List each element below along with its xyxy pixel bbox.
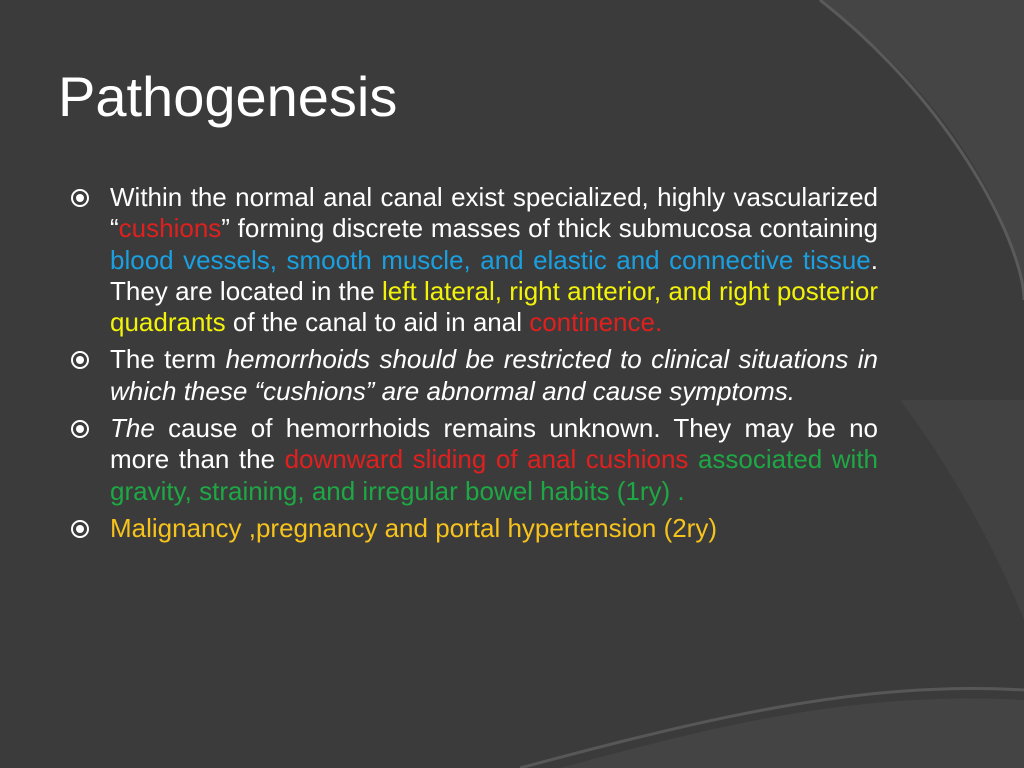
bullet-item-4 — [70, 513, 878, 544]
bullet-1-continence: continence. — [529, 307, 663, 338]
bullet-1-text-a: Within the normal anal canal exist specialized, highly vascularized “ — [110, 182, 878, 244]
circled-dot-icon — [70, 419, 90, 439]
bullet-3-text-a: cause of hemorrhoids remains unknown. They may be no more than the — [110, 413, 878, 475]
circled-dot-icon — [70, 188, 90, 208]
bullet-3-sliding: downward sliding of anal cushions — [284, 444, 689, 475]
bullet-1-text-c: . They are located in the — [110, 244, 878, 306]
bullet-1-text-b: ” forming discrete masses of thick submucosa containing — [221, 213, 878, 244]
bullet-item-3 — [70, 413, 878, 507]
bullet-1-tissues: blood vessels, smooth muscle, and elastic and connective tissue — [110, 244, 871, 275]
bullet-item-2 — [70, 344, 878, 407]
bullet-2-text-a: The term — [110, 344, 226, 375]
bullet-2-definition: hemorrhoids should be restricted to clinical situations in which these “cushions” are abnormal and cause symptoms. — [110, 344, 879, 406]
bullet-item-1 — [70, 182, 878, 338]
bullet-1-text-d: of the canal to aid in anal — [225, 307, 530, 338]
bullet-4-text: Malignancy ,pregnancy and portal hypertension (2ry) — [110, 512, 718, 543]
bullet-list — [70, 182, 878, 550]
slide-title: Pathogenesis — [58, 65, 398, 128]
circled-dot-icon — [70, 350, 90, 370]
bullet-3-the: The — [110, 413, 155, 444]
circled-dot-icon — [70, 519, 90, 539]
bullet-1-quadrants: left lateral, right anterior, and right posterior quadrants — [110, 275, 879, 338]
bullet-3-associated: associated with gravity, straining, and irregular bowel habits (1ry) . — [110, 444, 879, 506]
bullet-1-cushions: cushions — [118, 213, 222, 244]
